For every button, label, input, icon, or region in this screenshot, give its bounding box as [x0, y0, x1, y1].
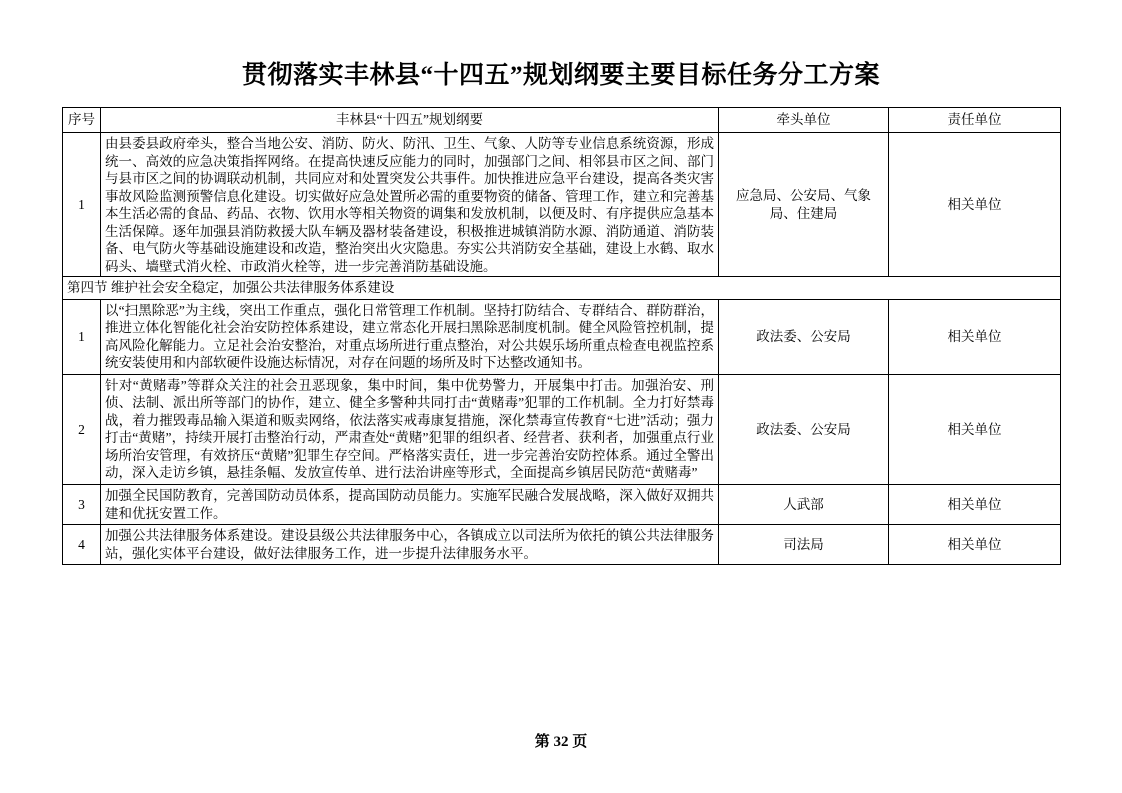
row-lead-unit: 政法委、公安局	[719, 374, 889, 484]
task-division-table	[62, 107, 1061, 565]
table-row	[63, 299, 1061, 374]
column-header-content: 丰林县“十四五”规划纲要	[101, 108, 719, 133]
row-seq: 2	[63, 374, 101, 484]
section-heading: 第四节 维护社会安全稳定，加强公共法律服务体系建设	[63, 277, 1061, 300]
table-section-row	[63, 277, 1061, 300]
row-responsible-unit: 相关单位	[889, 525, 1061, 565]
column-header-resp: 责任单位	[889, 108, 1061, 133]
row-seq: 1	[63, 133, 101, 277]
column-header-lead: 牵头单位	[719, 108, 889, 133]
row-responsible-unit: 相关单位	[889, 299, 1061, 374]
row-content: 针对“黄赌毒”等群众关注的社会丑恶现象，集中时间，集中优势警力，开展集中打击。加强治安、刑侦、法制、派出所等部门的协作，建立、健全多警种共同打击“黄赌毒”犯罪的工作机制。全力打好禁毒战，着力摧毁毒品输入渠道和贩卖网络，依法落实戒毒康复措施，深化禁毒宣传教育“七进”活动；强力打击“黄赌”，持续开展打击整治行动，严肃查处“黄赌”犯罪的组织者、经营者、获利者，加强重点行业场所治安管理，有效挤压“黄赌”犯罪生存空间。严格落实责任，进一步完善治安防控体系。通过全警出动，深入走访乡镇，悬挂条幅、发放宣传单、进行法治讲座等形式，全面提高乡镇居民防范“黄赌毒”	[101, 374, 719, 484]
row-responsible-unit: 相关单位	[889, 374, 1061, 484]
page-number: 第 32 页	[534, 734, 588, 750]
page-title: 贯彻落实丰林县“十四五”规划纲要主要目标任务分工方案	[241, 62, 880, 89]
row-seq: 4	[63, 525, 101, 565]
row-content: 以“扫黑除恶”为主线，突出工作重点，强化日常管理工作机制。坚持打防结合、专群结合、群防群治，推进立体化智能化社会治安防控体系建设，建立常态化开展扫黑除恶制度机制。健全风险管控机制，提高风险化解能力。立足社会治安整治，对重点场所进行重点整治，对公共娱乐场所重点检查电视监控系统安装使用和内部软硬件设施达标情况，对存在问题的场所及时下达整改通知书。	[101, 299, 719, 374]
column-header-seq: 序号	[63, 108, 101, 133]
row-lead-unit: 人武部	[719, 485, 889, 525]
row-lead-unit: 政法委、公安局	[719, 299, 889, 374]
table-row	[63, 485, 1061, 525]
row-lead-unit: 司法局	[719, 525, 889, 565]
row-lead-unit: 应急局、公安局、气象局、住建局	[719, 133, 889, 277]
table-container	[0, 107, 1122, 565]
table-row	[63, 133, 1061, 277]
table-row	[63, 525, 1061, 565]
row-content: 加强公共法律服务体系建设。建设县级公共法律服务中心，各镇成立以司法所为依托的镇公共法律服务站，强化实体平台建设，做好法律服务工作，进一步提升法律服务水平。	[101, 525, 719, 565]
row-content-text: 由县委县政府牵头，整合当地公安、消防、防火、防汛、卫生、气象、人防等专业信息系统资源，形成统一、高效的应急决策指挥网络。在提高快速反应能力的同时，加强部门之间、相邻县市区之间、部门与县市区之间的协调联动机制，共同应对和处置突发公共事件。加快推进应急平台建设，提高各类灾害事故风险监测预警信息化建设。切实做好应急处置所必需的重要物资的储备、管理工作，建立和完善基本生活必需的食品、药品、衣物、饮用水等相关物资的调集和发放机制，以便及时、有序提供应急基本生活保障。逐年加强县消防救援大队车辆及器材装备建设，积极推进城镇消防水源、消防通道、消防装备、电气防火等基础设施建设和改造，整治突出火灾隐患。夯实公共消防安全基础，建设上水鹤、取水码头、墙壁式消火栓、市政消火栓等，进一步完善消防基础设施。	[105, 136, 714, 274]
row-responsible-unit: 相关单位	[889, 133, 1061, 277]
row-content	[101, 133, 719, 277]
row-seq: 1	[63, 299, 101, 374]
row-seq: 3	[63, 485, 101, 525]
row-content: 加强全民国防教育，完善国防动员体系，提高国防动员能力。实施军民融合发展战略，深入做好双拥共建和优抚安置工作。	[101, 485, 719, 525]
table-row	[63, 374, 1061, 484]
row-responsible-unit: 相关单位	[889, 485, 1061, 525]
table-header-row	[63, 108, 1061, 133]
